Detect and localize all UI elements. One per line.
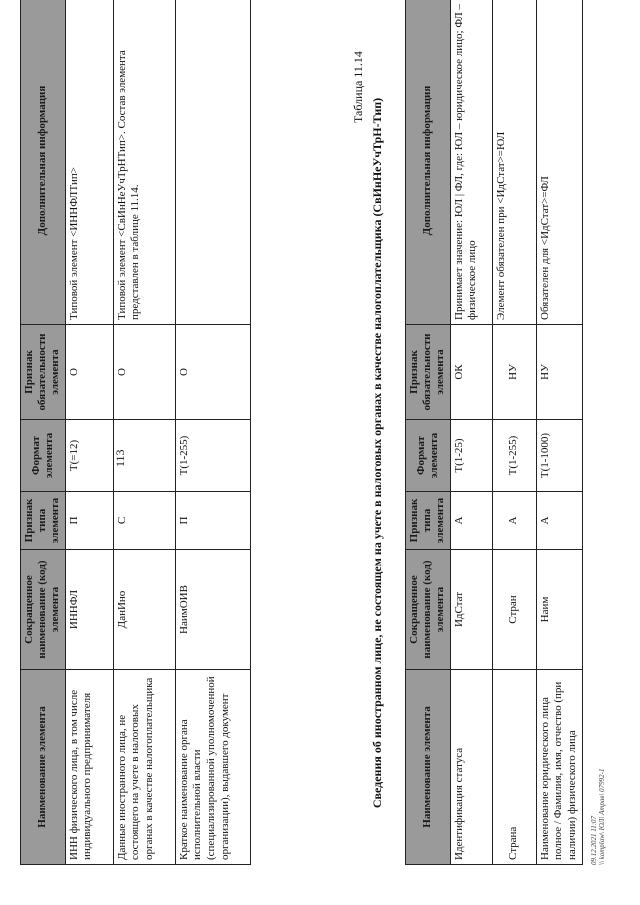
cell: Краткое наименование органа исполнительной власти (специализированной уполномоченной организации), выдавшего документ [175,670,250,865]
cell: Идентификация статуса [450,670,492,865]
cell: Данные иностранного лица, не состоящего на учете в налоговых органах в качестве налогоплательщика [113,670,175,865]
cell: А [536,492,582,550]
col-header: Сокращенное наименование (код) элемента [406,550,451,670]
page-number: 113 [113,449,127,467]
table-row [450,0,492,865]
stamp-line: 09.12.2021 11:07 [590,815,598,865]
cell: Типовой элемент <ИННФЛТип> [65,0,113,325]
col-header: Признак обязательности элемента [21,325,66,420]
print-stamp [590,769,607,866]
cell: Принимает значение: ЮЛ | ФЛ, где: ЮЛ – юридическое лицо; ФЛ – физическое лицо [450,0,492,325]
cell: T(1-255) [175,420,250,492]
cell: ОК [450,325,492,420]
col-header: Формат элемента [21,420,66,492]
col-header: Дополнительная информация [406,0,451,325]
cell [113,420,175,492]
col-header: Признак типа элемента [21,492,66,550]
cell: T(1-255) [492,420,536,492]
stamp-line: \\ komplaw\ ЮЛ\ Атрав\ 07992-1 [598,768,607,865]
cell: О [113,325,175,420]
cell [175,0,250,325]
table-title: Сведения об иностранном лице, не состоящем на учете в налоговых органах в качестве налогоплательщика (СвИнНеУчТрН-Тип) [370,97,384,809]
cell: Обязателен для <ИдСтат>=ФЛ [536,0,582,325]
cell: П [175,492,250,550]
cell: T(=12) [65,420,113,492]
cell: Элемент обязателен при <ИдСтат>=ЮЛ [492,0,536,325]
col-header: Признак типа элемента [406,492,451,550]
cell: А [450,492,492,550]
cell: Страна [492,670,536,865]
cell: ИННФЛ [65,550,113,670]
col-header: Сокращенное наименование (код) элемента [21,550,66,670]
cell: НаимОИВ [175,550,250,670]
cell: Типовой элемент <СвИнНеУчТрНТип>. Состав элемента представлен в таблице 11.14. [113,0,175,325]
col-header: Наименование элемента [21,670,66,865]
cell: T(1-25) [450,420,492,492]
col-header: Наименование элемента [406,670,451,865]
cell: НУ [536,325,582,420]
table-row [65,0,113,865]
table-row [492,0,536,865]
col-header: Признак обязательности элемента [406,325,451,420]
cell: ИНН физического лица, в том числе индивидуального предпринимателя [65,670,113,865]
table-row [536,0,582,865]
cell: НУ [492,325,536,420]
col-header: Дополнительная информация [21,0,66,325]
cell: С [113,492,175,550]
table-continuation [20,0,251,865]
table-11-14 [405,0,583,865]
cell: Наим [536,550,582,670]
cell: Стран [492,550,536,670]
table-row [113,0,175,865]
cell: T(1-1000) [536,420,582,492]
col-header: Формат элемента [406,420,451,492]
table-row [175,0,250,865]
cell: А [492,492,536,550]
cell: ИдСтат [450,550,492,670]
cell: П [65,492,113,550]
cell: Наименование юридического лица полное / Фамилия, имя, отчество (при наличии) физического лица [536,670,582,865]
cell: О [65,325,113,420]
table-header-row [21,0,66,865]
table-header-row [406,0,451,865]
cell: О [175,325,250,420]
table-number: Таблица 11.14 [351,51,365,123]
cell: ДанИно [113,550,175,670]
